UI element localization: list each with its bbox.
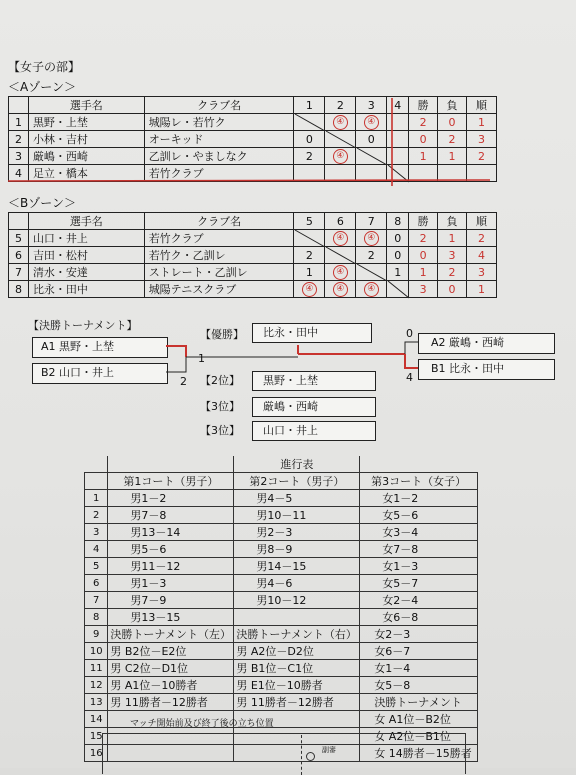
header-rank: 順 [467,97,497,114]
win-circle-mark: ④ [364,231,379,246]
win-circle-mark: ④ [364,282,379,297]
schedule-row [85,558,478,575]
bracket-b1-label: B1 比永・田中 [431,362,505,375]
club-name: 乙訓レ・やましなク [144,148,294,165]
header-col-3: 3 [356,97,387,114]
player-name: 山口・井上 [28,230,144,247]
wins-count: 1 [409,148,438,165]
court-3-match: 女1－3 [360,558,478,575]
schedule-row [85,694,478,711]
header-col-5: 5 [294,213,325,230]
match-score: 0 [356,131,387,148]
match-score: 1 [387,264,409,281]
player-name: 小林・吉村 [28,131,144,148]
schedule-row [85,524,478,541]
row-number: 3 [9,148,29,165]
header-club: クラブ名 [144,213,294,230]
player-name: 比永・田中 [28,281,144,298]
third-box-1 [252,397,376,417]
schedule-row [85,575,478,592]
win-circle-mark: ④ [333,115,348,130]
rank-value: 2 [467,148,497,165]
schedule-slot-number: 16 [85,745,108,762]
losses-count: 2 [438,131,467,148]
schedule-row [85,541,478,558]
court-1-match: 男 B2位－E2位 [108,643,234,660]
match-score: 2 [294,247,325,264]
court-1-match: 決勝トーナメント（左） [108,626,234,643]
court-3-match: 女6－7 [360,643,478,660]
club-name: 城陽レ・若竹ク [144,114,294,131]
match-score: 0 [387,247,409,264]
score-left-top: 1 [198,352,205,365]
rank-value: 3 [467,131,497,148]
schedule-slot-number: 12 [85,677,108,694]
score-right-bottom: 4 [406,371,413,384]
row-number: 2 [9,131,29,148]
zone-b-title: ＜Bゾーン＞ [8,196,76,210]
club-name: オーキッド [144,131,294,148]
match-score: 0 [387,230,409,247]
court-1-match: 男 A1位－10勝者 [108,677,234,694]
rank-value: 4 [467,247,497,264]
header-wins: 勝 [409,97,438,114]
court-3-match: 女5－6 [360,507,478,524]
court-2-match: 男14－15 [234,558,360,575]
court-3-match: 女6－8 [360,609,478,626]
header-player: 選手名 [28,97,144,114]
court-3-match: 女3－4 [360,524,478,541]
losses-count: 0 [438,114,467,131]
schedule-slot-number: 2 [85,507,108,524]
court-2-header: 第2コート（男子） [234,473,360,490]
score-right-top: 0 [406,327,413,340]
winner-box [252,323,372,343]
club-name: 若竹ク・乙訓レ [144,247,294,264]
second-name: 黒野・上埜 [263,374,318,387]
win-circle-mark: ④ [333,149,348,164]
court-1-match: 男7－9 [108,592,234,609]
player-name: 吉田・松村 [28,247,144,264]
header-col-7: 7 [356,213,387,230]
progress-table [84,456,478,762]
bracket-b2-label: B2 山口・井上 [41,366,115,379]
header-col-4: 4 [387,97,409,114]
court-3-match: 女 14勝者－15勝者 [360,745,478,762]
schedule-slot-number: 10 [85,643,108,660]
row-number: 8 [9,281,29,298]
header-rank: 順 [467,213,497,230]
court-2-match: 男 B1位－C1位 [234,660,360,677]
wins-count: 2 [409,114,438,131]
court-2-match [234,609,360,626]
schedule-row [85,592,478,609]
progress-title: 進行表 [234,456,360,473]
rank-value: 1 [467,114,497,131]
bracket-a1-label: A1 黒野・上埜 [41,340,115,353]
schedule-slot-number: 5 [85,558,108,575]
club-name: 城陽テニスクラブ [144,281,294,298]
court-2-match: 男10－12 [234,592,360,609]
court-2-match: 男 A2位－D2位 [234,643,360,660]
court-2-match: 男4－6 [234,575,360,592]
player-name: 黒野・上埜 [28,114,144,131]
tournament-title: 【決勝トーナメント】 [28,319,138,332]
player-name: 足立・橋本 [28,165,144,182]
score-left-bottom: 2 [180,375,187,388]
losses-count: 1 [438,148,467,165]
court-1-match: 男13－14 [108,524,234,541]
schedule-row [85,507,478,524]
header-col-1: 1 [294,97,325,114]
header-player: 選手名 [28,213,144,230]
schedule-slot-number: 8 [85,609,108,626]
match-score: 2 [356,247,387,264]
header-wins: 勝 [409,213,438,230]
third-label-1: 【3位】 [200,400,240,413]
rank-value: 3 [467,264,497,281]
third-name-1: 厳嶋・西崎 [263,400,318,413]
player-name: 厳嶋・西崎 [28,148,144,165]
wins-count: 3 [409,281,438,298]
court-3-match: 女5－7 [360,575,478,592]
court-3-match: 女2－3 [360,626,478,643]
header-col-8: 8 [387,213,409,230]
court-1-match: 男13－15 [108,609,234,626]
winner-label: 【優勝】 [200,328,244,341]
zone-a-title: ＜Aゾーン＞ [8,80,76,94]
schedule-slot-number: 11 [85,660,108,677]
court-1-match: 男1－3 [108,575,234,592]
schedule-row [85,626,478,643]
row-number: 6 [9,247,29,264]
third-box-2 [252,421,376,441]
court-1-match: 男 11勝者－12勝者 [108,694,234,711]
match-score: 0 [294,131,325,148]
third-name-2: 山口・井上 [263,424,318,437]
schedule-slot-number: 3 [85,524,108,541]
court-1-match: 男7－8 [108,507,234,524]
wins-count: 1 [409,264,438,281]
bracket-a2-label: A2 厳嶋・西崎 [431,336,505,349]
second-box [252,371,376,391]
header-losses: 負 [438,97,467,114]
court-1-match: 男1－2 [108,490,234,507]
club-name: ストレート・乙訓レ [144,264,294,281]
win-circle-mark: ④ [364,115,379,130]
row-number: 7 [9,264,29,281]
win-circle-mark: ④ [333,282,348,297]
wins-count: 0 [409,131,438,148]
losses-count: 0 [438,281,467,298]
row-number: 1 [9,114,29,131]
court-1-match: 男11－12 [108,558,234,575]
court-2-match: 男10－11 [234,507,360,524]
referee-marker-icon [306,752,315,761]
section-title: 【女子の部】 [8,60,81,74]
court-3-match: 女 A1位－B2位 [360,711,478,728]
row-number: 4 [9,165,29,182]
wins-count: 0 [409,247,438,264]
schedule-row [85,660,478,677]
schedule-slot-number: 14 [85,711,108,728]
court-2-match: 男 E1位－10勝者 [234,677,360,694]
club-name: 若竹クラブ [144,165,294,182]
header-col-2: 2 [325,97,356,114]
schedule-row [85,643,478,660]
court-3-match: 女1－4 [360,660,478,677]
losses-count: 3 [438,247,467,264]
court-2-match: 決勝トーナメント（右） [234,626,360,643]
court-2-match: 男 11勝者－12勝者 [234,694,360,711]
court-2-match: 男8－9 [234,541,360,558]
player-name: 清水・安達 [28,264,144,281]
header-losses: 負 [438,213,467,230]
losses-count: 1 [438,230,467,247]
match-score: 2 [294,148,325,165]
win-circle-mark: ④ [302,282,317,297]
win-circle-mark: ④ [333,231,348,246]
footer-note: マッチ開始前及び終了後の立ち位置 [130,719,274,729]
row-number: 5 [9,230,29,247]
schedule-row [85,677,478,694]
wins-count: 2 [409,230,438,247]
court-3-header: 第3コート（女子） [360,473,478,490]
schedule-slot-number: 1 [85,490,108,507]
court-1-match: 男5－6 [108,541,234,558]
win-circle-mark: ④ [333,265,348,280]
court-3-match: 女5－8 [360,677,478,694]
schedule-slot-number: 7 [85,592,108,609]
schedule-row [85,609,478,626]
rank-value: 1 [467,281,497,298]
header-col-6: 6 [325,213,356,230]
schedule-slot-number: 9 [85,626,108,643]
progress-header-row [85,473,478,490]
schedule-slot-number: 15 [85,728,108,745]
court-1-header: 第1コート（男子） [108,473,234,490]
court-2-match: 男4－5 [234,490,360,507]
progress-title-row [85,456,478,473]
winner-name: 比永・田中 [263,326,318,339]
court-3-match: 女 A2位－B1位 [360,728,478,745]
header-club: クラブ名 [144,97,294,114]
schedule-row [85,490,478,507]
third-label-2: 【3位】 [200,424,240,437]
schedule-slot-number: 13 [85,694,108,711]
referee-label: 副審 [322,746,336,754]
court-1-match: 男 C2位－D1位 [108,660,234,677]
match-score: 1 [294,264,325,281]
club-name: 若竹クラブ [144,230,294,247]
court-3-match: 女7－8 [360,541,478,558]
court-2-match: 男2－3 [234,524,360,541]
court-3-match: 決勝トーナメント [360,694,478,711]
schedule-slot-number: 6 [85,575,108,592]
second-label: 【2位】 [200,374,240,387]
court-3-match: 女1－2 [360,490,478,507]
rank-value: 2 [467,230,497,247]
losses-count: 2 [438,264,467,281]
court-3-match: 女2－4 [360,592,478,609]
court-center-line [301,735,302,775]
schedule-slot-number: 4 [85,541,108,558]
